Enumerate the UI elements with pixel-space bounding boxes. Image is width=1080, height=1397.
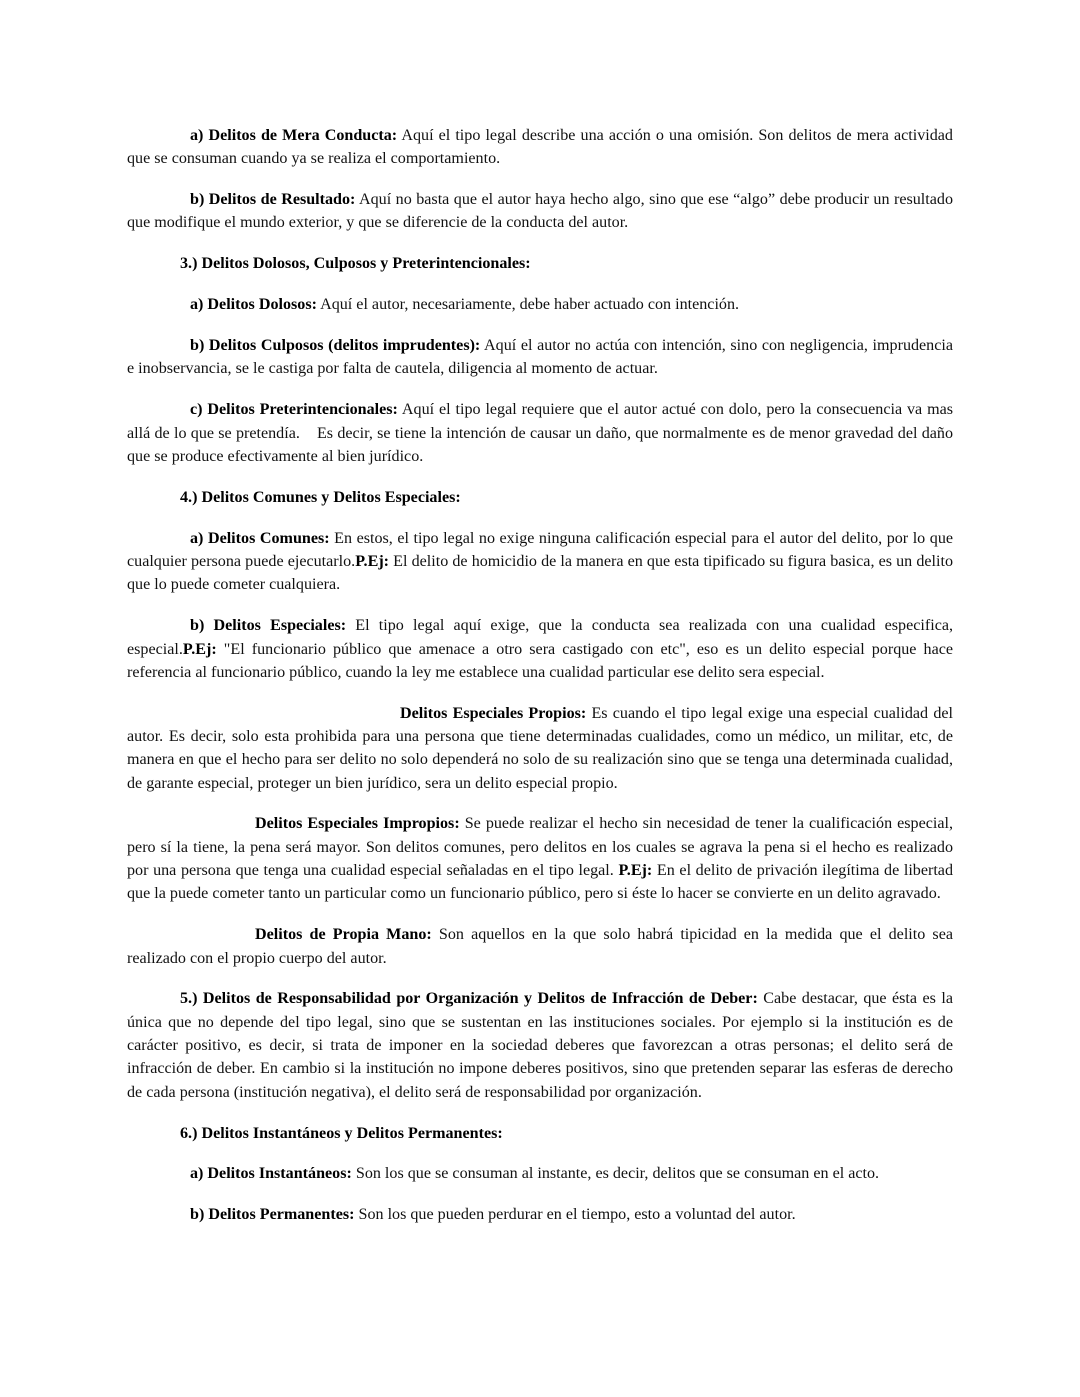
section-heading-6 [127,1122,953,1145]
section-title-4: 4.) Delitos Comunes y Delitos Especiales: [180,488,461,506]
paragraph-especiales-impropios [127,812,953,905]
definition-permanentes: Son los que pueden perdurar en el tiempo, esto a voluntad del autor. [354,1206,796,1224]
paragraph-instantaneos [127,1162,953,1185]
term-permanentes: b) Delitos Permanentes: [190,1206,355,1224]
definition-dolosos: Aquí el autor, necesariamente, debe haber actuado con intención. [316,296,740,314]
definition-instantaneos: Son los que se consuman al instante, es decir, delitos que se consuman en el acto. [351,1165,880,1183]
section-title-6: 6.) Delitos Instantáneos y Delitos Permanentes: [180,1124,503,1142]
example-especiales: "El funcionario público que amenace a otro sera castigado con etc", eso es un delito especial porque hace referencia al funcionario público, cuando la ley me establece una cualidad particular ese delito sera especial. [127,640,953,681]
term-dolosos: a) Delitos Dolosos: [190,296,317,314]
section-heading-4 [127,486,953,509]
term-especiales: b) Delitos Especiales: [190,617,347,635]
section-text-5: Cabe destacar, que ésta es la única que no depende del tipo legal, sino que se sustentan en las instituciones sociales. Por ejemplo si la institución es de carácter positivo, es decir, si trata de imponer en la sociedad deberes que favorezcan a otras personas; el delito será de infracción de deber. En cambio si la institución no impone deberes positivos, sino que pretenden separar las esferas de derecho de cada persona (institución negativa), el delito será de responsabilidad por organización. [127,990,953,1101]
term-culposos: b) Delitos Culposos (delitos imprudentes): [190,337,481,355]
definition-propia-mano: Son aquellos en la que solo habrá tipicidad en la medida que el delito sea realizado con el propio cuerpo del autor. [127,926,953,967]
term-preterintencionales: c) Delitos Preterintencionales: [190,401,398,419]
section-heading-3 [127,252,953,275]
example-label-especiales: P.Ej: [182,640,217,658]
definition-resultado: Aquí no basta que el autor haya hecho algo, sino que ese “algo” debe producir un resultado que modifique el mundo exterior, y que se diferencie de la conducta del autor. [127,191,953,232]
paragraph-especiales-propios [127,702,953,795]
paragraph-comunes [127,527,953,597]
paragraph-permanentes [127,1203,953,1226]
document-page [127,124,958,1244]
term-especiales-propios: Delitos Especiales Propios: [400,704,587,722]
term-especiales-impropios: Delitos Especiales Impropios: [255,815,460,833]
example-comunes: El delito de homicidio de la manera en que esta tipificado su figura basica, es un delito que lo puede cometer cualquiera. [127,553,953,594]
term-propia-mano: Delitos de Propia Mano: [255,926,432,944]
term-resultado: b) Delitos de Resultado: [190,191,356,209]
paragraph-culposos [127,334,953,381]
term-mera-conducta: a) Delitos de Mera Conducta: [190,127,398,144]
paragraph-resultado [127,188,953,235]
paragraph-section-5 [127,987,953,1103]
definition-mera-conducta: Aquí el tipo legal describe una acción o una omisión. Son delitos de mera actividad que se consuman cuando ya se realiza el comportamiento. [127,127,953,168]
example-label-impropios: P.Ej: [618,862,653,880]
definition-especiales: El tipo legal aquí exige, que la conducta sea realizada con una cualidad especifica, especial. [127,617,953,658]
definition-culposos: Aquí el autor no actúa con intención, sino con negligencia, imprudencia e inobservancia, se le castiga por falta de cautela, diligencia al momento de actuar. [127,337,953,378]
term-comunes: a) Delitos Comunes: [190,529,330,547]
example-label-comunes: P.Ej: [355,553,390,571]
paragraph-mera-conducta [127,124,953,171]
definition-especiales-impropios: Se puede realizar el hecho sin necesidad de tener la cualificación especial, pero sí la tiene, la pena será mayor. Son delitos comunes, pero delitos en los cuales se agrava la pena si el hecho es realizado por una persona que tenga una cualidad especial señaladas en el tipo legal. [127,815,953,880]
paragraph-propia-mano [127,923,953,970]
section-title-5: 5.) Delitos de Responsabilidad por Organización y Delitos de Infracción de Deber: [180,990,758,1008]
section-title-3: 3.) Delitos Dolosos, Culposos y Preterintencionales: [180,255,531,273]
definition-comunes: En estos, el tipo legal no exige ninguna calificación especial para el autor del delito, por lo que cualquier persona puede ejecutarlo. [127,529,954,571]
paragraph-dolosos [127,293,953,316]
definition-especiales-propios: Es cuando el tipo legal exige una especial cualidad del autor. Es decir, solo esta prohibida para una persona que tiene determinadas cualidades, como un médico, un militar, etc, de manera en que el hecho para ser delito no solo dependerá no solo de su realización sino que se tenga una determinada cualidad, de garante especial, proteger un bien jurídico, sera un delito especial propio. [127,704,953,792]
example-impropios: En el delito de privación ilegítima de libertad que la puede cometer tanto un particular como un funcionario público, pero si éste lo hacer se convierte en un delito agravado. [127,862,953,903]
paragraph-preterintencionales [127,398,958,468]
definition-preterintencionales: Aquí el tipo legal requiere que el autor actué con dolo, pero la consecuencia va mas allá de lo que se pretendía. Es decir, se tiene la intención de causar un daño, que normalmente es de menor gravedad del daño que se produce efectivamente al bien jurídico. [127,401,958,465]
term-instantaneos: a) Delitos Instantáneos: [190,1165,352,1183]
paragraph-especiales [127,614,953,684]
